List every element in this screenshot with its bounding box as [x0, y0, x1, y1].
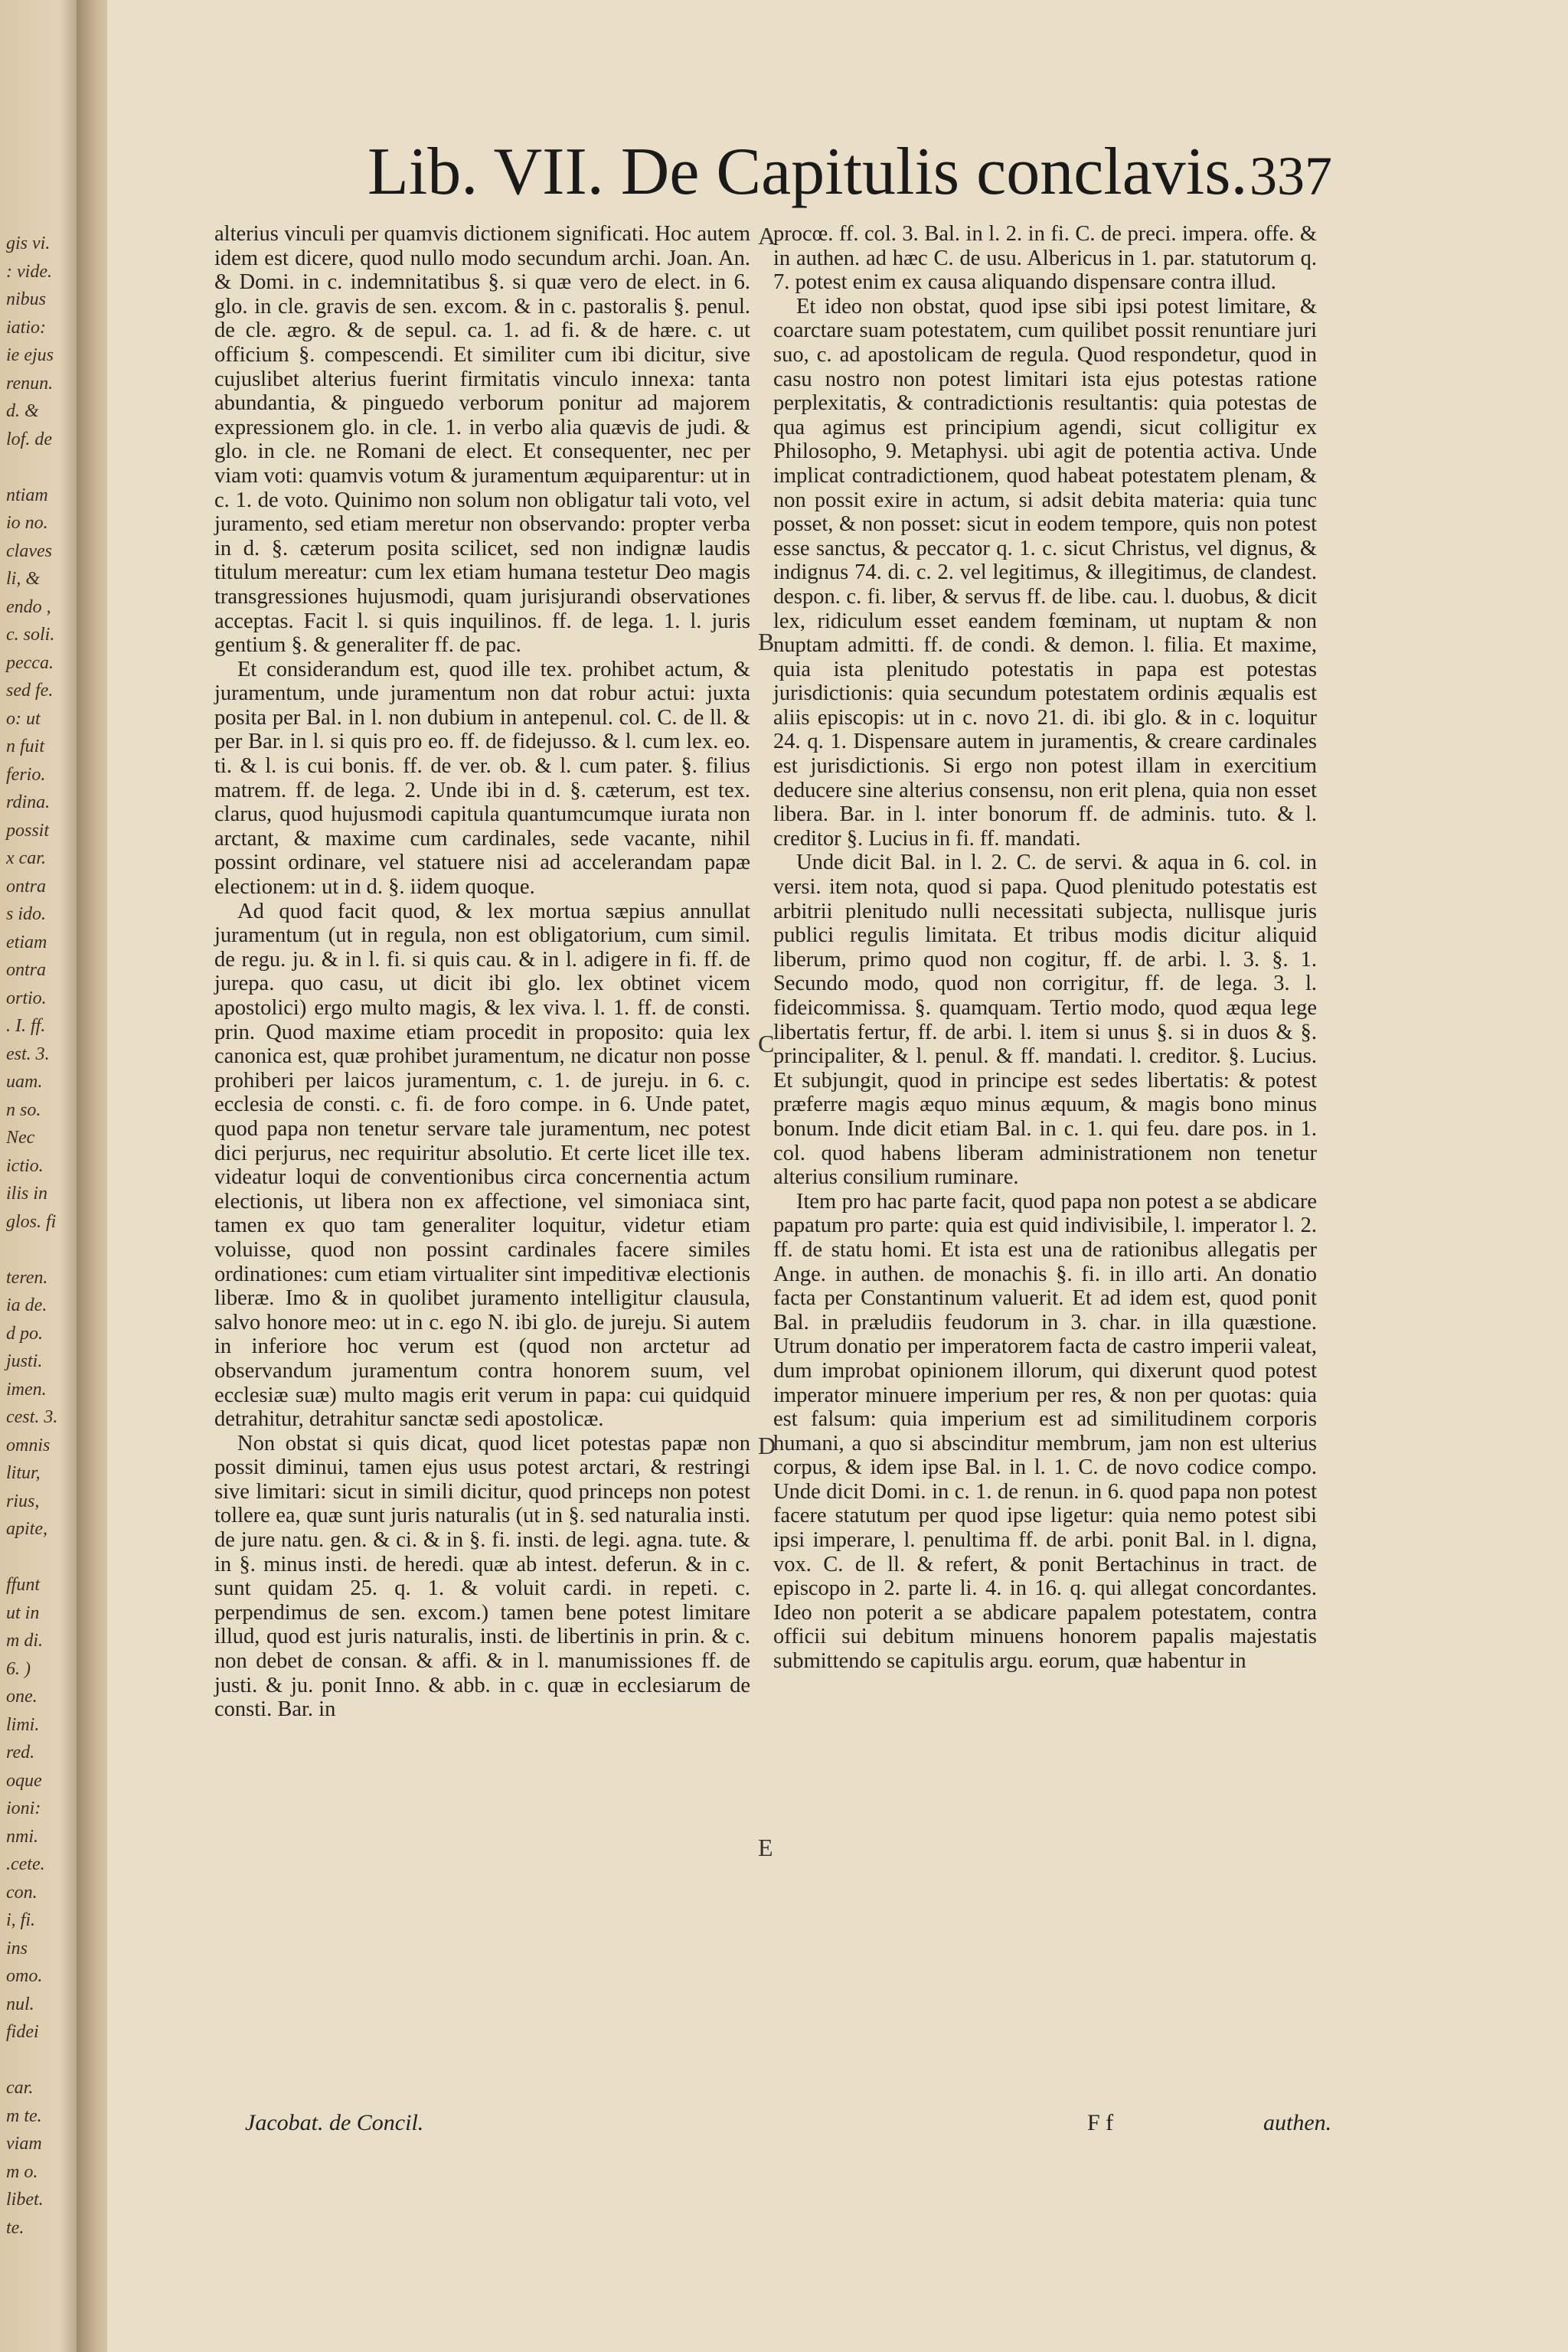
facing-page-fragment: est. 3.	[6, 1044, 50, 1064]
facing-page-fragment: d po.	[6, 1323, 43, 1344]
left-paragraph: Et considerandum est, quod ille tex. prohibet actum, & juramentum, unde juramentum non dat robur actui: juxta posita per Bal. in l. non dubium in antepenul. col. C. de ll. & per Bar. in l. si quis pro eo. ff. de fidejusso. & l. cum lex. eo. ti. & l. is cui bonis. ff. de ver. ob. & l. cum pater. §. filius matrem. ff. de lega. 2. Unde ibi in d. §. cæterum, est tex. clarus, quod hujusmodi capitula quantumcumque iurata non arctant, & maxime cum cardinales, sede vacante, nihil possint ordinare, vel statuere nisi ad accelerandam papæ electionem: ut in d. §. iidem quoque.	[214, 657, 750, 900]
facing-page-fragment: uam.	[6, 1072, 43, 1092]
facing-page-fragment: ie ejus	[6, 345, 54, 365]
facing-page-fragment: 6. )	[6, 1658, 31, 1679]
facing-page-fragment: n so.	[6, 1099, 41, 1120]
facing-page-fragment: glos. fi	[6, 1211, 57, 1232]
page-header	[368, 134, 1332, 226]
facing-page-fragment: ontra	[6, 960, 47, 980]
facing-page-fragment: omo.	[6, 1966, 43, 1986]
facing-page-fragment: libet.	[6, 2190, 44, 2210]
facing-page-fragment: endo ,	[6, 596, 51, 617]
facing-page-fragment: oque	[6, 1770, 42, 1791]
left-column	[214, 222, 750, 1722]
facing-page-fragment: fidei	[6, 2022, 39, 2042]
facing-page-fragment: apite,	[6, 1519, 47, 1539]
facing-page-fragment: m o.	[6, 2161, 38, 2182]
facing-page-fragment: con.	[6, 1882, 38, 1903]
margin-marker: E	[758, 1834, 773, 1861]
facing-page-fragment: rdina.	[6, 792, 51, 812]
facing-page-fragment: iatio:	[6, 317, 46, 338]
facing-page-fragment: etiam	[6, 932, 47, 952]
facing-page-edge	[0, 0, 84, 2352]
facing-page-fragment: ffunt	[6, 1575, 41, 1595]
facing-page-fragment: ortio.	[6, 988, 47, 1008]
facing-page-fragment: n fuit	[6, 737, 45, 756]
left-paragraph: Non obstat si quis dicat, quod licet potestas papæ non possit diminui, tamen ejus usus potest arctari, & restringi sive limitari: sicut in simili dicitur, quod princeps non potest tollere ea, quæ sunt juris naturalis (ut in §. sed naturalia insti. de jure natu. gen. & ci. & in §. fi. insti. de legi. agna. tute. & in §. minus insti. de heredi. quæ ab intest. deferun. & in c. sunt quidam 25. q. 1. & voluit cardi. in repeti. c. perpendimus de sen. excom.) tamen bene potest limitare illud, quod est juris naturalis, insti. de libertinis in prin. & c. non debet de consan. & affi. & in l. manumissiones ff. de justi. & ju. ponit Inno. & abb. in c. quæ in ecclesiarum de consti. Bar. in	[214, 1431, 750, 1722]
catchword-left: Jacobat. de Concil.	[245, 2110, 424, 2135]
facing-page-fragment	[0, 1544, 84, 1572]
catchword-right: authen.	[1263, 2110, 1332, 2135]
facing-page-fragment: imen.	[6, 1379, 47, 1400]
facing-page-fragment: m te.	[6, 2105, 42, 2126]
facing-page-fragment: viam	[6, 2134, 42, 2154]
facing-page-fragment: ia de.	[6, 1295, 47, 1315]
facing-page-fragment	[0, 2047, 84, 2075]
facing-page-fragment: cest. 3.	[6, 1407, 58, 1427]
right-column	[773, 222, 1317, 1674]
facing-page-fragment: ioni:	[6, 1798, 41, 1818]
running-title: Lib. VII. De Capitulis conclavis.	[368, 135, 1248, 209]
facing-page-fragment: i, fi.	[6, 1910, 36, 1930]
facing-page-fragment: te.	[6, 2217, 24, 2238]
facing-page-fragment: one.	[6, 1687, 38, 1707]
facing-page-fragment: li, &	[6, 569, 41, 589]
facing-page-fragment: d. &	[6, 401, 39, 421]
facing-page-fragment: lof. de	[6, 429, 52, 449]
facing-page-fragment: nmi.	[6, 1826, 38, 1847]
facing-page-fragment: ut in	[6, 1602, 40, 1623]
facing-page-fragment: justi.	[6, 1351, 43, 1371]
facing-page-fragment: ontra	[6, 876, 47, 897]
facing-page-fragment: ntiam	[6, 485, 48, 505]
facing-page-fragment: ilis in	[6, 1184, 48, 1204]
facing-page-fragment: ferio.	[6, 764, 46, 785]
left-paragraph: Ad quod facit quod, & lex mortua sæpius annullat juramentum (ut in regula, non est obligatorium, cum simil. de regu. ju. & in l. fi. si quis cau. & in l. adigere in fi. ff. de jurepa. quo casu, ut dicit ibi glo. lex obtinet vicem apostolici) ergo multo magis, & lex viva. l. 1. ff. de consti. prin. Quod maxime etiam procedit in proposito: quia lex canonica est, quæ prohibet juramentum, ne dicatur non posse prohiberi per laicos juramentum, c. 1. de jureju. in 6. c. ecclesia de consti. c. fi. de foro compe. in 6. Unde patet, quod papa non tenetur servare tale juramentum, nec potest dici perjurus, nec requiritur absolutio. Et certe licet ille tex. videatur loqui de conventionibus circa concernentia actum electionis, ut libera non ex affectione, vel simoniaca sint, tamen ex quo tam generaliter loquitur, videtur etiam voluisse, quod non possint cardinales facere similes ordinationes: cum etiam virtualiter sint impeditivæ electionis liberæ. Imo & in quolibet juramento intelligitur clausula, salvo honore meo: ut in c. ego N. ibi glo. de jureju. Si autem in inferiore hoc verum est (quod non arctetur ad observandum juramentum contra honorem suum, vel ecclesiæ suæ) multo magis erit verum in papa: cui quidquid detrahitur, detrahitur sanctæ sedi apostolicæ.	[214, 899, 750, 1432]
facing-page-fragment: rius,	[6, 1491, 40, 1511]
facing-page-fragment: teren.	[6, 1267, 48, 1288]
facing-page-fragment: . I. ff.	[6, 1016, 46, 1036]
facing-page-fragment: pecca.	[6, 652, 54, 673]
facing-page-fragment: ictio.	[6, 1155, 44, 1176]
margin-marker: B	[758, 628, 775, 655]
facing-page-fragment	[0, 453, 84, 482]
facing-page-fragment: c. soli.	[6, 625, 55, 645]
right-paragraph: procœ. ff. col. 3. Bal. in l. 2. in fi. C. de preci. impera. offe. & in authen. ad hæc C. de usu. Albericus in 1. par. statutorum q. 7. potest enim ex causa aliquando dispensare contra illud.	[773, 222, 1317, 295]
facing-page-fragment: possit	[6, 820, 50, 841]
right-paragraph: Unde dicit Bal. in l. 2. C. de servi. & aqua in 6. col. in versi. item nota, quod si papa. Quod plenitudo potestatis est arbitrii plenitudo nulli necessitati subjecta, nullisque juris publici regulis limitata. Et tribus modis dicitur aliquid liberum, primo quod non cogitur, ff. de arbi. l. 3. §. 1. Secundo modo, quod non corrigitur, ff. de lega. 3. l. fideicommissa. §. quamquam. Tertio modo, quod æqua lege libertatis fertur, ff. de arbi. l. item si unus §. si in duos & §. principaliter, & l. penul. & ff. mandati. l. creditor. §. Lucius. Et subjungit, quod in principe est sedes libertatis: & potest præferre magis æquo minus æquum, & magis bono minus bonum. Inde dicit etiam Bal. in c. 1. qui feu. dare pos. in 1. col. quod habens liberam administrationem non tenetur alterius consilium ruminare.	[773, 851, 1317, 1190]
signature-mark: F f	[1087, 2110, 1114, 2135]
facing-page-fragment: .cete.	[6, 1854, 45, 1874]
facing-page-fragment: nibus	[6, 289, 47, 309]
right-paragraph: Item pro hac parte facit, quod papa non potest a se abdicare papatum pro parte: quia est quid indivisibile, l. imperator l. 2. ff. de statu homi. Et ista est una de rationibus allegatis per Ange. in authen. de monachis §. fi. in illo arti. An donatio facta per Constantinum valuerit. Et ad idem est, quod ponit Bal. in præludiis feudorum in 3. char. in illa quæstione. Utrum donatio per imperatorem facta de castro imperii valeat, dum improbat opinionem illorum, qui dixerunt quod potest imperator minuere imperium per res, & non per quotas: quia est falsum: quia imperium est ad similitudinem corporis humani, a quo si abscinditur membrum, jam non est ulterius corpus, & idem ipse Bal. in l. 1. C. de novo codice compo. Unde dicit Domi. in c. 1. de renun. in 6. quod papa non potest facere statutum per quod ipse ligetur: quia nemo potest sibi ipsi imperare, l. penultima ff. de arbi. ponit Bal. in l. digna, vox. C. de ll. & refert, & ponit Bertachinus in tract. de episcopo in 2. parte li. 4. in 16. q. qui allegat concordantes. Ideo non poterit a se abdicare papalem potestatem, contra officii sui debitum minuens honorem papalis majestatis submittendo se capitulis argu. eorum, quæ habentur in	[773, 1189, 1317, 1674]
facing-page-fragment: s ido.	[6, 904, 47, 924]
facing-page-fragment: renun.	[6, 373, 54, 394]
facing-page-fragment: claves	[6, 541, 52, 561]
facing-page-fragment: Nec	[6, 1128, 35, 1148]
facing-page-fragment: x car.	[6, 848, 46, 868]
facing-page-fragment: red.	[6, 1743, 35, 1762]
facing-page-fragment: o: ut	[6, 708, 41, 729]
facing-page-fragment: : vide.	[6, 261, 52, 282]
facing-page-fragment: m di.	[6, 1631, 43, 1651]
facing-page-fragment: gis vi.	[6, 234, 51, 253]
facing-page-fragment: sed fe.	[6, 681, 54, 701]
facing-page-fragment: litur,	[6, 1463, 41, 1483]
margin-marker: C	[758, 1030, 775, 1057]
facing-page-fragment: limi.	[6, 1714, 40, 1735]
facing-page-fragment	[0, 1236, 84, 1264]
margin-marker: D	[758, 1432, 776, 1459]
facing-page-fragment: ins	[6, 1938, 28, 1958]
facing-page-fragment: io no.	[6, 513, 48, 533]
right-paragraph: Et ideo non obstat, quod ipse sibi ipsi potest limitare, & coarctare suam potestatem, cum quilibet possit renuntiare juri suo, c. ad apostolicam de regula. Quod respondetur, quod in casu nostro non potest limitari ista ejus potestas ratione perplexitatis, & contradictionis resultantis: quia potestas de qua agimus est principium agendi, sicut colligitur ex Philosopho, 9. Metaphysi. ubi agit de potentia activa. Unde implicat contradictionem, quod habeat potestatem plenam, & non possit exire in actum, si adsit debita materia: quia tunc posset, & non posset: sicut in eodem tempore, quis non potest esse sanctus, & peccator q. 1. c. sicut Christus, vel dignus, & indignus 74. di. c. 2. vel legitimus, & illegitimus, de clandest. despon. c. fi. liber, & servus ff. de libe. cau. l. duobus, & dicit lex, ridiculum esset eandem fœminam, ut nuptam & non nuptam admitti. ff. de condi. & demon. l. filia. Et maxime, quia ista plenitudo potestatis in papa est potestas jurisdictionis: quia secundum potestatem ordinis æqualis est aliis episcopis: ut in c. novo 21. di. ibi glo. & in c. loquitur 24. q. 1. Dispensare autem in juramentis, & creare cardinales est jurisdictionis. Si ergo non potest illam in exercitium deducere sine alterius consensu, non erit plena, quia non esset libera. Bar. in l. inter bonorum ff. de adminis. tuto. & l. creditor §. Lucius in fi. ff. mandati.	[773, 294, 1317, 851]
facing-page-fragment: car.	[6, 2078, 34, 2098]
margin-marker: A	[758, 222, 776, 250]
facing-page-fragment: omnis	[6, 1435, 51, 1455]
left-paragraph: alterius vinculi per quamvis dictionem significati. Hoc autem idem est dicere, quod nullo modo secundum archi. Joan. An. & Domi. in c. indemnitatibus §. si quæ vero de elect. in 6. glo. in cle. gravis de sen. excom. & in c. pastoralis §. penul. de cle. ægro. & de sepul. ca. 1. ad fi. & de hære. c. ut officium §. compescendi. Et similiter cum ibi dicitur, sive cujuslibet alterius fuerint firmitatis vinculo innexa: tanta abundantia, & pinguedo verborum ponitur ad majorem expressionem glo. in cle. 1. in verbo alia quævis de judi. & glo. in cle. ne Romani de elect. Et consequenter, nec per viam voti: quamvis votum & juramentum æquiparentur: ut in c. 1. de voto. Quinimo non solum non obligatur tali voto, vel juramento, sed etiam meretur non observando: propter verba in d. §. cæterum posita scilicet, sed non indignæ laudis titulum mereatur: cum lex etiam humana testetur Deo magis transgressiones hujusmodi, quam jurisjurandi observationes acceptas. Facit l. si quis inquilinos. ff. de lega. 1. l. juris gentium §. & generaliter ff. de pac.	[214, 222, 750, 658]
page-number: 337	[1250, 145, 1332, 207]
facing-page-fragment: nul.	[6, 1994, 34, 2014]
